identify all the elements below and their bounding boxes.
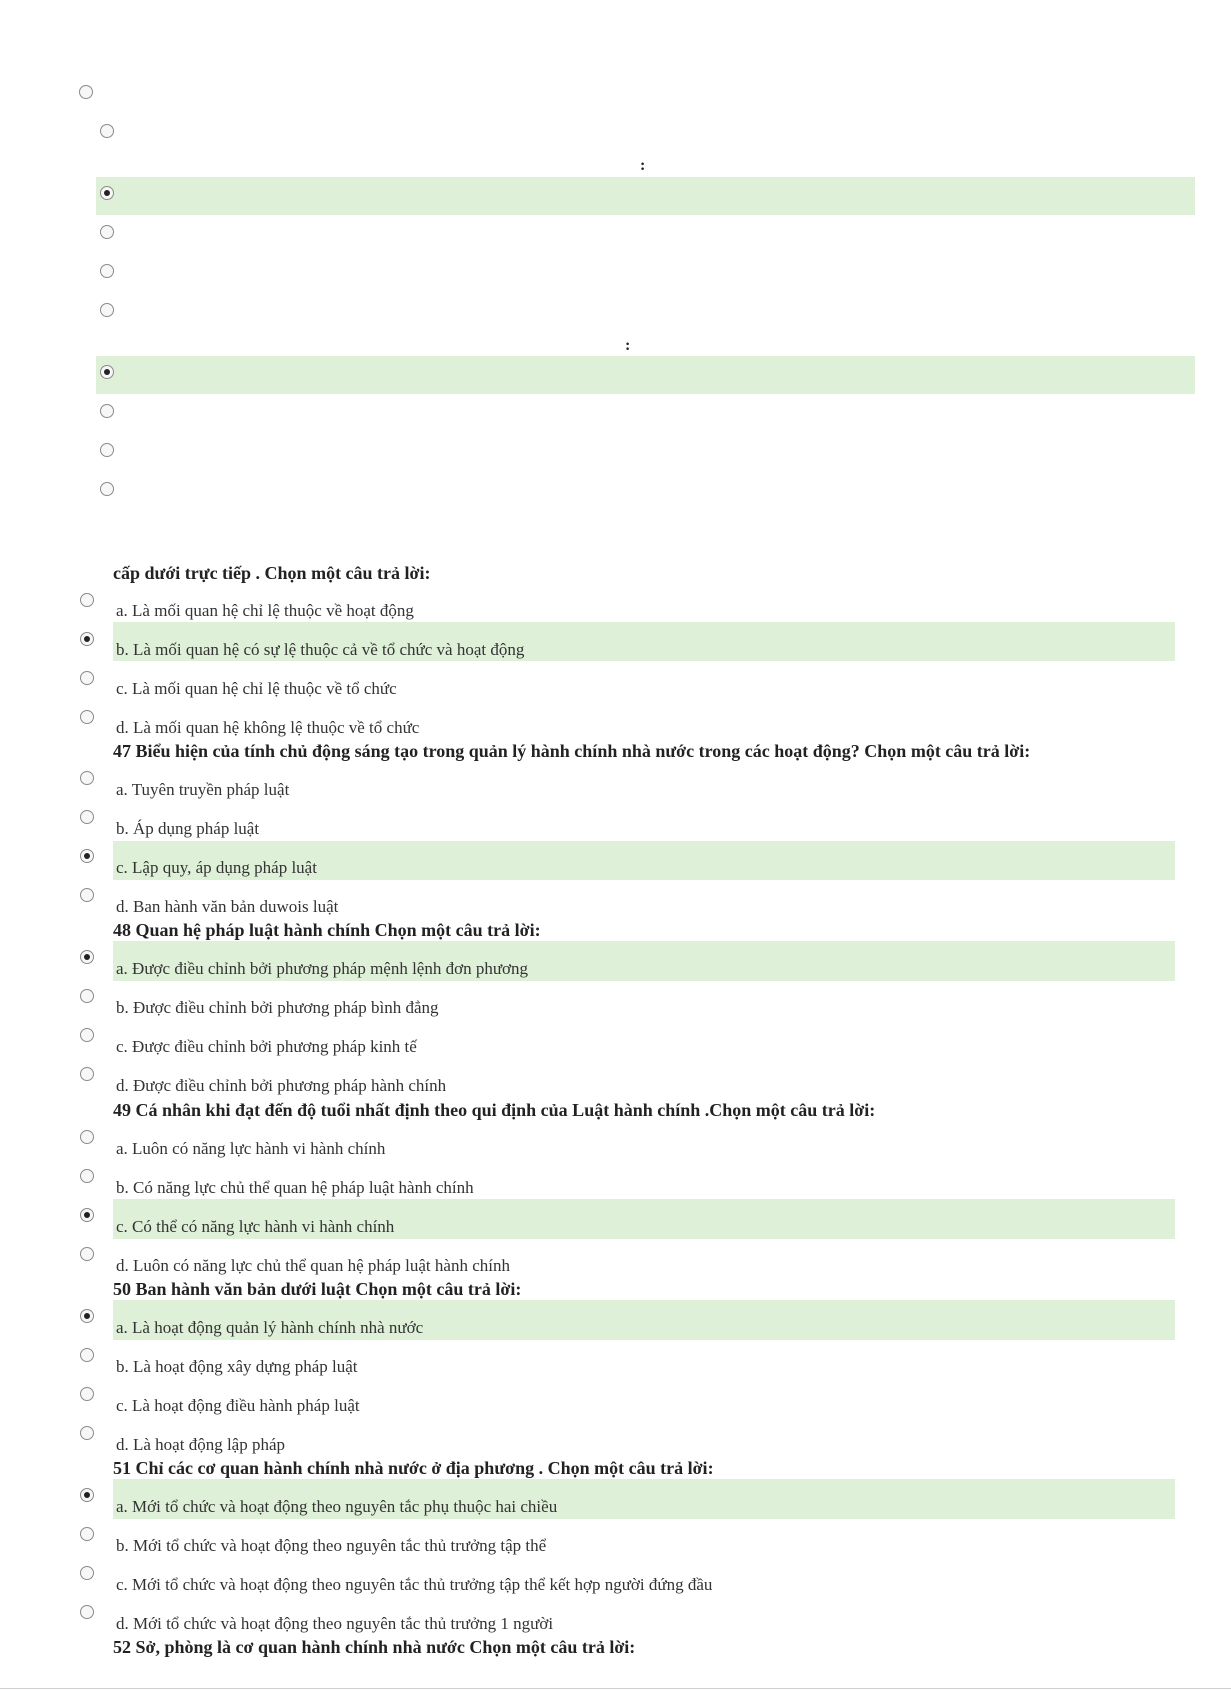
radio-option-c[interactable] <box>100 443 114 457</box>
option-q49-d: d. Luôn có năng lực chủ thể quan hệ pháp luật hành chính <box>116 1256 510 1275</box>
radio-option-b[interactable] <box>100 404 114 418</box>
radio-q49-c[interactable] <box>80 1208 94 1222</box>
radio-option-c[interactable] <box>100 264 114 278</box>
radio-top-single[interactable] <box>79 85 93 99</box>
radio-q47-b[interactable] <box>80 810 94 824</box>
radio-q48-a[interactable] <box>80 950 94 964</box>
page-bottom-rule <box>0 1688 1231 1689</box>
option-q51-d: d. Mới tổ chức và hoạt động theo nguyên tắc thủ trưởng 1 người <box>116 1614 554 1633</box>
radio-q50-a[interactable] <box>80 1309 94 1323</box>
radio-q47-c[interactable] <box>80 849 94 863</box>
radio-q47-a[interactable] <box>80 771 94 785</box>
radio-option-a-selected[interactable] <box>100 186 114 200</box>
selected-answer-highlight <box>96 177 1195 215</box>
radio-q51-d[interactable] <box>80 1605 94 1619</box>
option-q50-c: c. Là hoạt động điều hành pháp luật <box>116 1396 360 1415</box>
radio-q51-b[interactable] <box>80 1527 94 1541</box>
option-q47-b: b. Áp dụng pháp luật <box>116 819 260 838</box>
option-q48-a: a. Được điều chỉnh bởi phương pháp mệnh lệnh đơn phương <box>116 959 529 978</box>
selected-answer-highlight <box>96 356 1195 394</box>
question-47: 47 Biểu hiện của tính chủ động sáng tạo trong quản lý hành chính nhà nước trong các hoạt động? Chọn một câu trả lời: <box>113 741 1031 761</box>
option-q46-d: d. Là mối quan hệ không lệ thuộc về tổ chức <box>116 718 420 737</box>
radio-q48-b[interactable] <box>80 989 94 1003</box>
option-q48-c: c. Được điều chỉnh bởi phương pháp kinh tế <box>116 1037 417 1056</box>
colon-marker: : <box>640 157 646 174</box>
radio-q49-a[interactable] <box>80 1130 94 1144</box>
option-q47-d: d. Ban hành văn bản duwois luật <box>116 897 339 916</box>
option-q48-d: d. Được điều chỉnh bởi phương pháp hành chính <box>116 1076 447 1095</box>
radio-option-d[interactable] <box>100 303 114 317</box>
radio-q47-d[interactable] <box>80 888 94 902</box>
radio-q48-c[interactable] <box>80 1028 94 1042</box>
option-q49-b: b. Có năng lực chủ thể quan hệ pháp luật hành chính <box>116 1178 474 1197</box>
radio-option-b[interactable] <box>100 225 114 239</box>
question-50: 50 Ban hành văn bản dưới luật Chọn một câu trả lời: <box>113 1279 522 1299</box>
option-q51-c: c. Mới tổ chức và hoạt động theo nguyên tắc thủ trưởng tập thể kết hợp người đứng đầu <box>116 1575 713 1594</box>
option-q47-c: c. Lập quy, áp dụng pháp luật <box>116 858 317 877</box>
colon-marker: : <box>625 337 631 354</box>
question-48: 48 Quan hệ pháp luật hành chính Chọn một câu trả lời: <box>113 920 541 940</box>
radio-q46-b[interactable] <box>80 632 94 646</box>
radio-option-a-selected[interactable] <box>100 365 114 379</box>
radio-top-block0[interactable] <box>100 124 114 138</box>
option-q51-a: a. Mới tổ chức và hoạt động theo nguyên tắc phụ thuộc hai chiều <box>116 1497 558 1516</box>
radio-q51-c[interactable] <box>80 1566 94 1580</box>
radio-q49-b[interactable] <box>80 1169 94 1183</box>
option-q48-b: b. Được điều chỉnh bởi phương pháp bình đẳng <box>116 998 439 1017</box>
option-q47-a: a. Tuyên truyền pháp luật <box>116 780 290 799</box>
option-q46-b: b. Là mối quan hệ có sự lệ thuộc cả về tổ chức và hoạt động <box>116 640 525 659</box>
radio-q50-d[interactable] <box>80 1426 94 1440</box>
option-q46-c: c. Là mối quan hệ chỉ lệ thuộc về tổ chức <box>116 679 397 698</box>
radio-q48-d[interactable] <box>80 1067 94 1081</box>
question-fragment: cấp dưới trực tiếp . Chọn một câu trả lời: <box>113 563 431 583</box>
radio-q46-a[interactable] <box>80 593 94 607</box>
radio-q46-d[interactable] <box>80 710 94 724</box>
question-49: 49 Cá nhân khi đạt đến độ tuổi nhất định theo qui định của Luật hành chính .Chọn một câu trả lời: <box>113 1100 876 1120</box>
option-q49-a: a. Luôn có năng lực hành vi hành chính <box>116 1139 386 1158</box>
radio-q50-b[interactable] <box>80 1348 94 1362</box>
option-q51-b: b. Mới tổ chức và hoạt động theo nguyên tắc thủ trưởng tập thể <box>116 1536 547 1555</box>
option-q50-b: b. Là hoạt động xây dựng pháp luật <box>116 1357 358 1376</box>
radio-q46-c[interactable] <box>80 671 94 685</box>
radio-option-d[interactable] <box>100 482 114 496</box>
option-q50-d: d. Là hoạt động lập pháp <box>116 1435 286 1454</box>
option-q50-a: a. Là hoạt động quản lý hành chính nhà nước <box>116 1318 424 1337</box>
radio-q49-d[interactable] <box>80 1247 94 1261</box>
radio-q51-a[interactable] <box>80 1488 94 1502</box>
question-51: 51 Chỉ các cơ quan hành chính nhà nước ở địa phương . Chọn một câu trả lời: <box>113 1458 714 1478</box>
radio-q50-c[interactable] <box>80 1387 94 1401</box>
question-52: 52 Sở, phòng là cơ quan hành chính nhà nước Chọn một câu trả lời: <box>113 1637 636 1657</box>
option-q46-a: a. Là mối quan hệ chỉ lệ thuộc về hoạt động <box>116 601 414 620</box>
option-q49-c: c. Có thể có năng lực hành vi hành chính <box>116 1217 395 1236</box>
